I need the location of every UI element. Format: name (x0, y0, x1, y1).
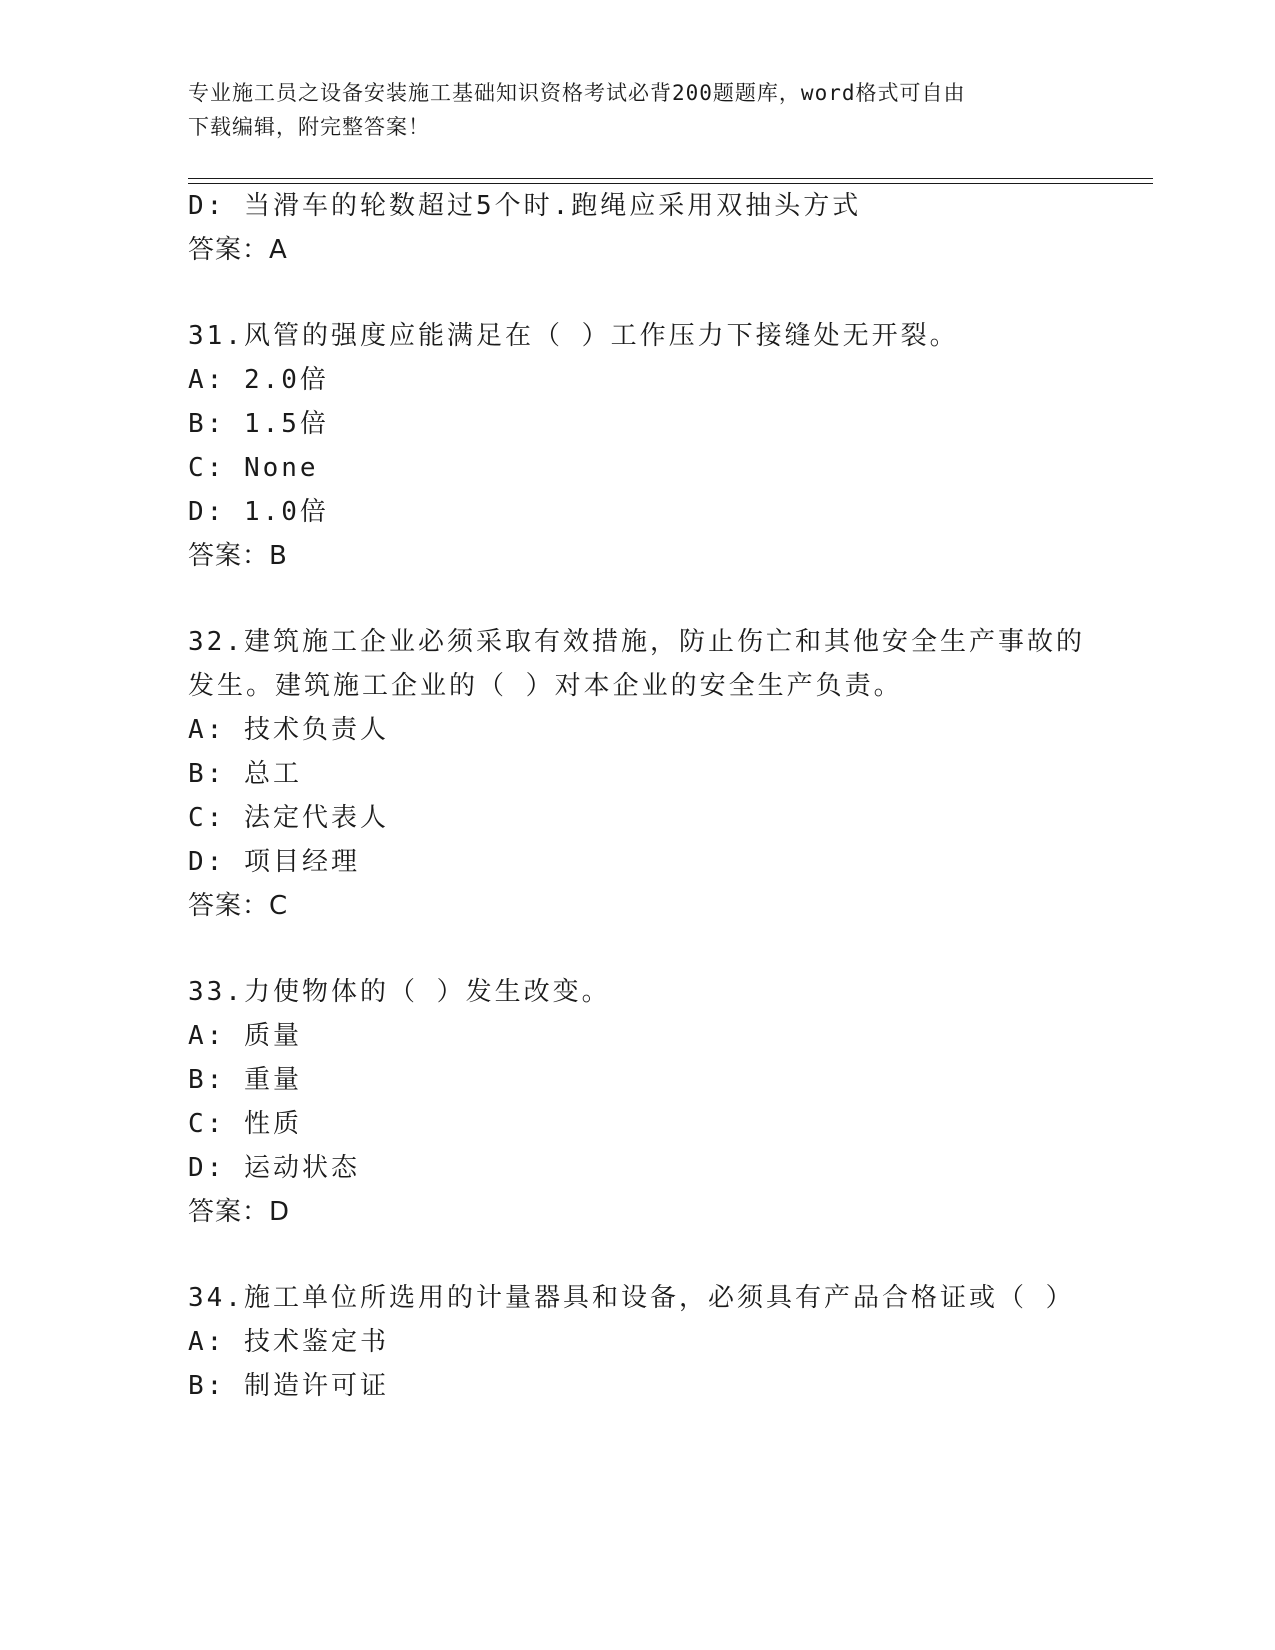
question-33-stem: 33.力使物体的（ ）发生改变。 (188, 977, 611, 1007)
question-33-option-d: D: 运动状态 (188, 1153, 360, 1183)
question-33-option-a: A: 质量 (188, 1021, 302, 1051)
question-33-option-b: B: 重量 (188, 1065, 302, 1095)
question-32-stem-line-2: 发生。建筑施工企业的（ ）对本企业的安全生产负责。 (188, 671, 903, 701)
header-line-1: 专业施工员之设备安装施工基础知识资格考试必背200题题库，word格式可自由 (188, 81, 966, 105)
question-31-option-d: D: 1.0倍 (188, 497, 329, 527)
question-32-answer: 答案：C (188, 891, 289, 921)
header-line-2: 下载编辑，附完整答案！ (188, 115, 430, 139)
question-34-stem: 34.施工单位所选用的计量器具和设备，必须具有产品合格证或（ ） (188, 1283, 1075, 1313)
question-31-option-a: A: 2.0倍 (188, 365, 329, 395)
question-31-answer: 答案：B (188, 541, 288, 571)
question-32-stem-line-1: 32.建筑施工企业必须采取有效措施，防止伤亡和其他安全生产事故的 (188, 627, 1085, 657)
question-33-answer: 答案：D (188, 1197, 291, 1227)
question-34-option-b: B: 制造许可证 (188, 1371, 389, 1401)
question-32-option-c: C: 法定代表人 (188, 803, 389, 833)
carryover-option-d: D: 当滑车的轮数超过5个时.跑绳应采用双抽头方式 (188, 191, 862, 221)
header-rule-top (188, 178, 1153, 179)
question-32-option-b: B: 总工 (188, 759, 302, 789)
question-32-option-d: D: 项目经理 (188, 847, 360, 877)
question-34-option-a: A: 技术鉴定书 (188, 1327, 389, 1357)
question-33-option-c: C: 性质 (188, 1109, 302, 1139)
document-header (188, 76, 1088, 144)
question-31-option-b: B: 1.5倍 (188, 409, 329, 439)
carryover-answer: 答案：A (188, 235, 288, 265)
question-31-stem: 31.风管的强度应能满足在（ ）工作压力下接缝处无开裂。 (188, 321, 959, 351)
question-31-option-c: C: None (188, 453, 319, 483)
question-32-option-a: A: 技术负责人 (188, 715, 389, 745)
